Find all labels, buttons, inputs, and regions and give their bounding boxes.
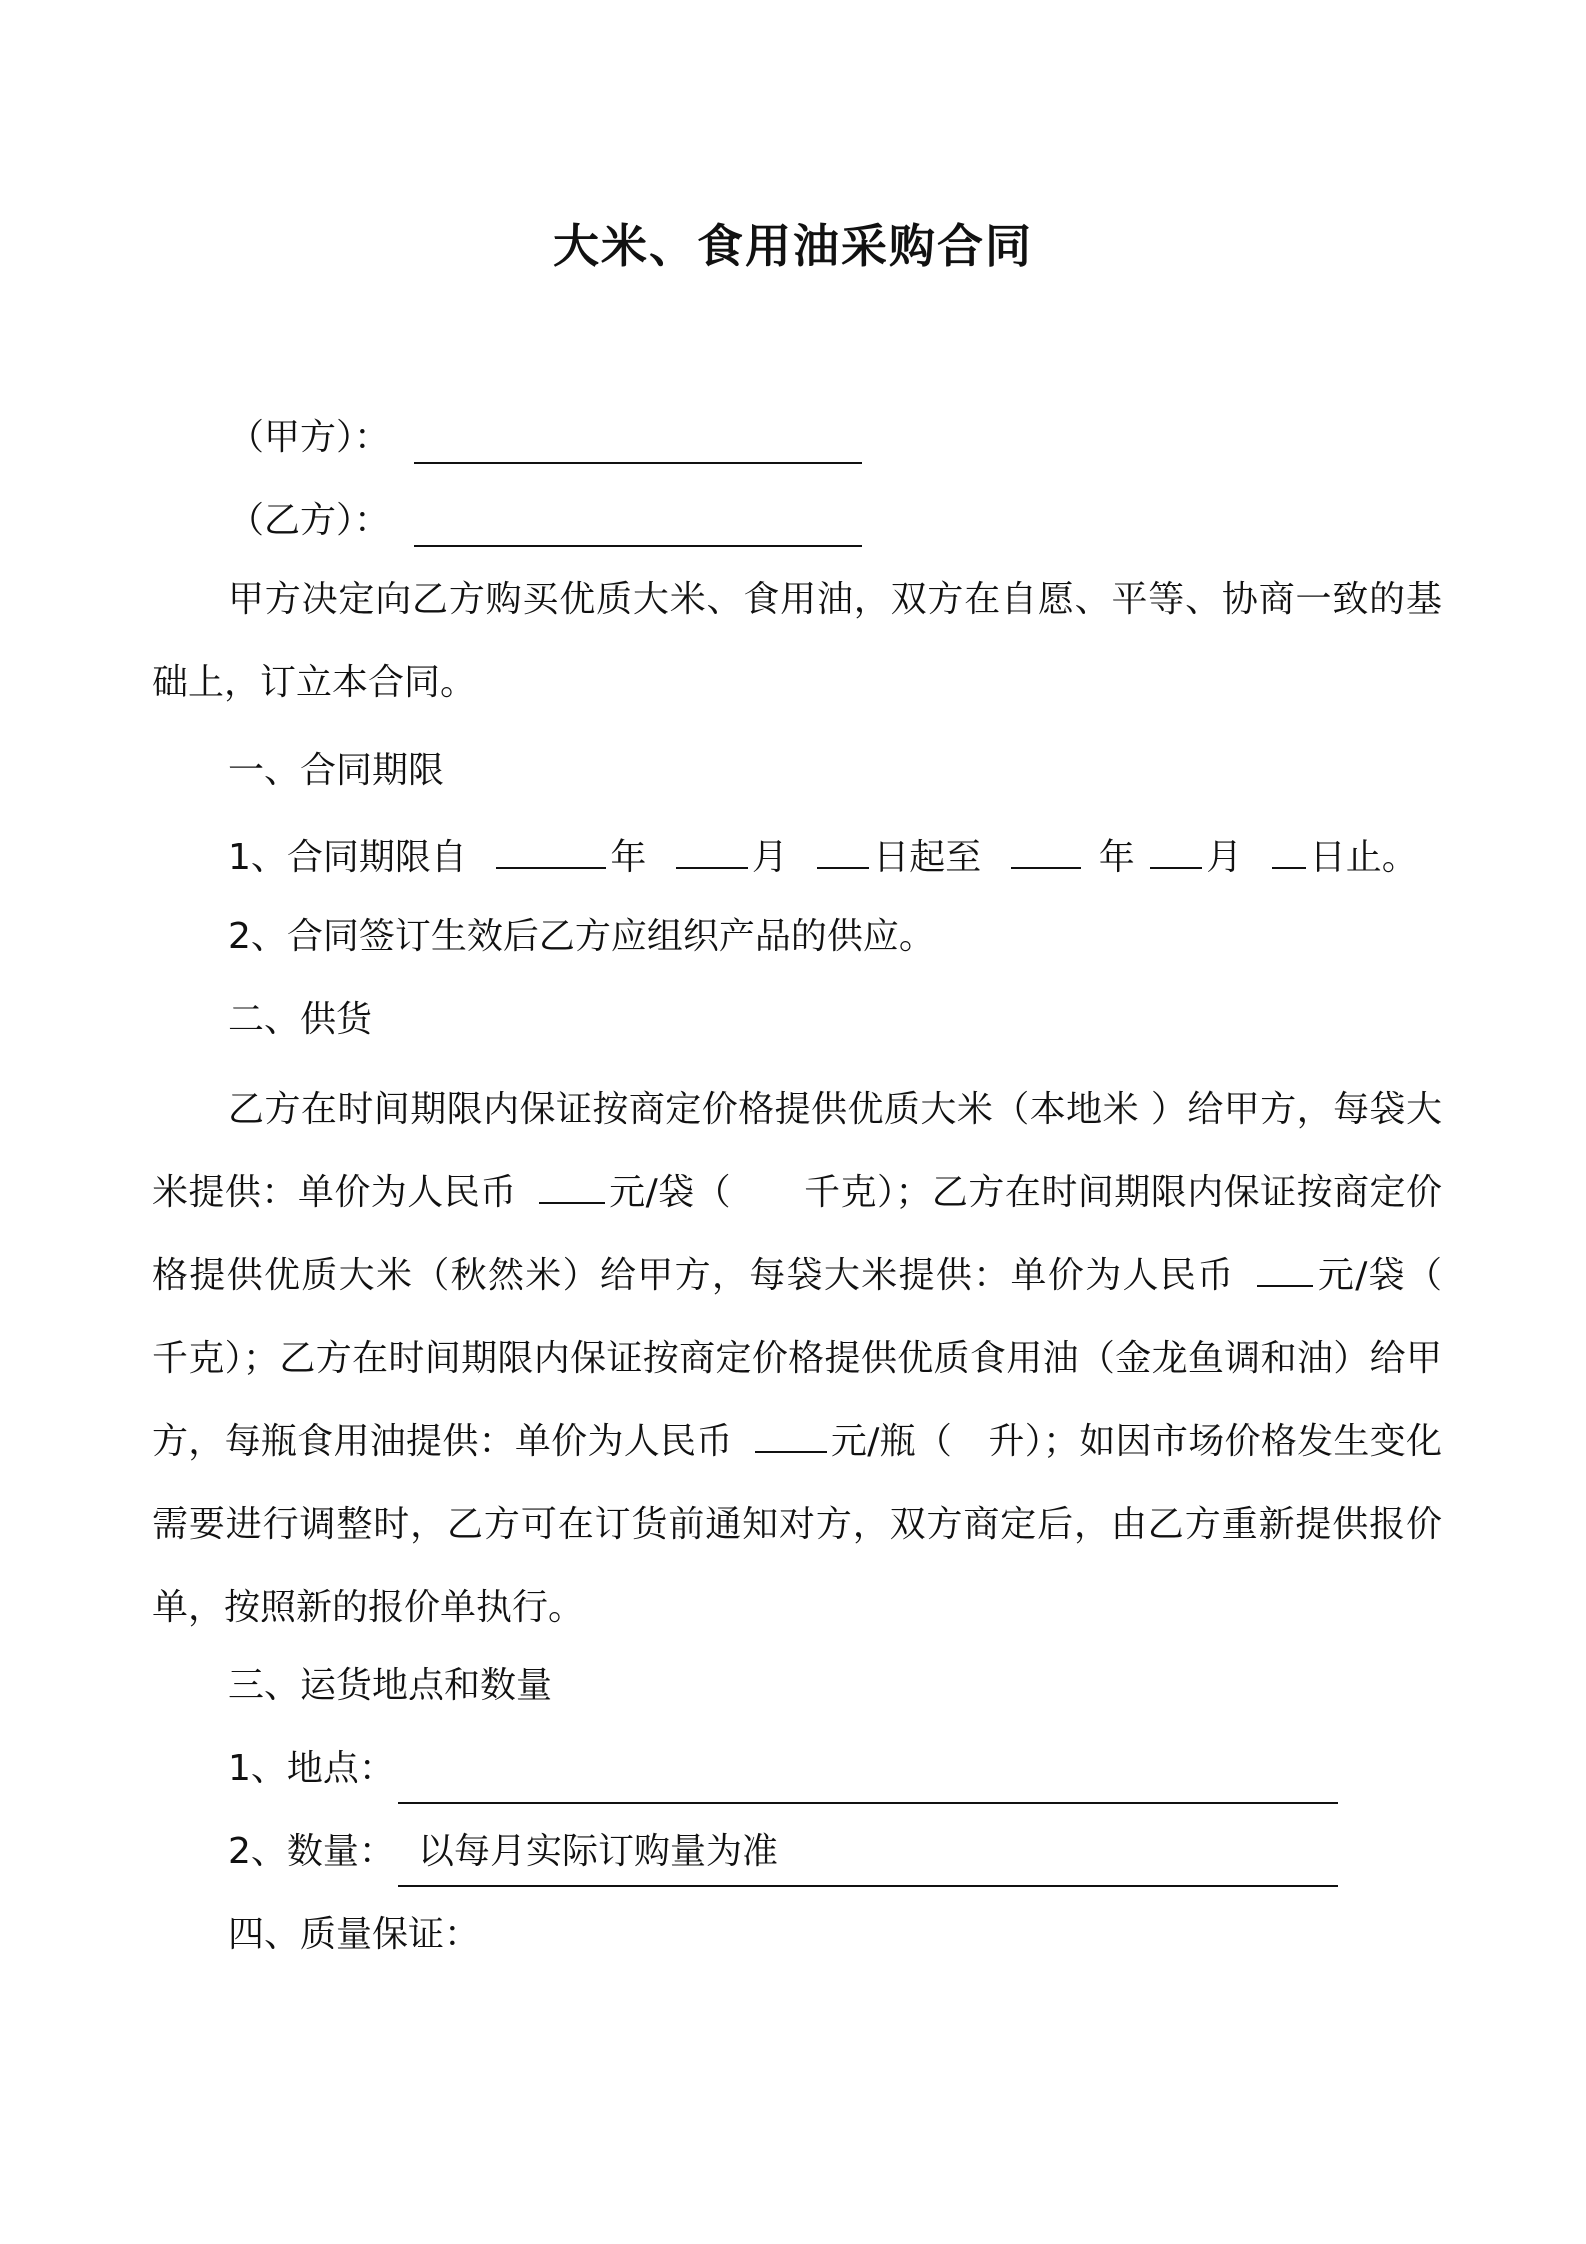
start-year-label: 年 <box>610 837 647 878</box>
section1-heading: 一、合同期限 <box>228 750 445 791</box>
quantity-value: 以每月实际订购量为准 <box>418 1831 779 1872</box>
party-b-blank <box>414 545 862 547</box>
section4-heading: 四、质量保证： <box>228 1914 481 1955</box>
start-month-blank <box>676 829 748 869</box>
end-day-label: 日止。 <box>1309 837 1418 878</box>
quantity-row <box>228 1827 395 1877</box>
party-a-label: （甲方）： <box>228 417 391 458</box>
start-year-blank <box>496 829 606 869</box>
supply-text-2: 元/袋（ 千克）；乙方在时间期限内保证按商定价格提供优质大米（秋然米）给甲方，每袋大米提供：单价为人民币 <box>152 1172 1442 1296</box>
term-period-row <box>228 829 1418 883</box>
supply-text-1: 乙方在时间期限内保证按商定价格提供优质大米（本地米 ）给甲方，每袋大米提供：单价为人民币 <box>152 1089 1442 1213</box>
end-day-blank <box>1272 829 1306 869</box>
party-b-row <box>228 496 390 546</box>
party-a-row <box>228 413 390 463</box>
supply-text-3: 元/袋（ 千克）；乙方在时间期限内保证按商定价格提供优质食用油（金龙鱼调和油）给甲方，每瓶食用油提供：单价为人民币 <box>152 1255 1514 1462</box>
intro-paragraph: 甲方决定向乙方购买优质大米、食用油，双方在自愿、平等、协商一致的基础上，订立本合同。 <box>152 579 1442 703</box>
supply-text-4: 元/瓶（ 升）；如因市场价格发生变化需要进行调整时，乙方可在订货前通知对方，双方商定后，由乙方重新提供报价单，按照新的报价单执行。 <box>152 1421 1442 1628</box>
qiuran-rice-price-blank <box>1257 1247 1313 1287</box>
section3-heading: 三、运货地点和数量 <box>228 1665 553 1706</box>
section2-heading: 二、供货 <box>228 999 373 1040</box>
quantity-label: 2、数量： <box>228 1831 395 1872</box>
end-year-blank <box>1011 829 1081 869</box>
end-month-label: 月 <box>1206 837 1243 878</box>
term-period-prefix: 1、合同期限自 <box>228 837 467 878</box>
party-a-blank <box>414 462 862 464</box>
party-b-label: （乙方）： <box>228 500 391 541</box>
location-blank <box>398 1802 1338 1804</box>
supply-paragraph <box>152 1068 1514 1649</box>
end-year-label: 年 <box>1098 837 1135 878</box>
start-day-blank <box>817 829 869 869</box>
local-rice-price-blank <box>539 1164 605 1204</box>
start-day-label: 日起至 <box>873 837 982 878</box>
end-month-blank <box>1150 829 1202 869</box>
location-label: 1、地点： <box>228 1748 395 1789</box>
oil-price-blank <box>755 1413 827 1453</box>
document-title: 大米、食用油采购合同 <box>553 219 1033 273</box>
start-month-label: 月 <box>751 837 788 878</box>
term-item2: 2、合同签订生效后乙方应组织产品的供应。 <box>228 916 935 957</box>
quantity-underline <box>398 1885 1338 1887</box>
location-row <box>228 1744 395 1794</box>
